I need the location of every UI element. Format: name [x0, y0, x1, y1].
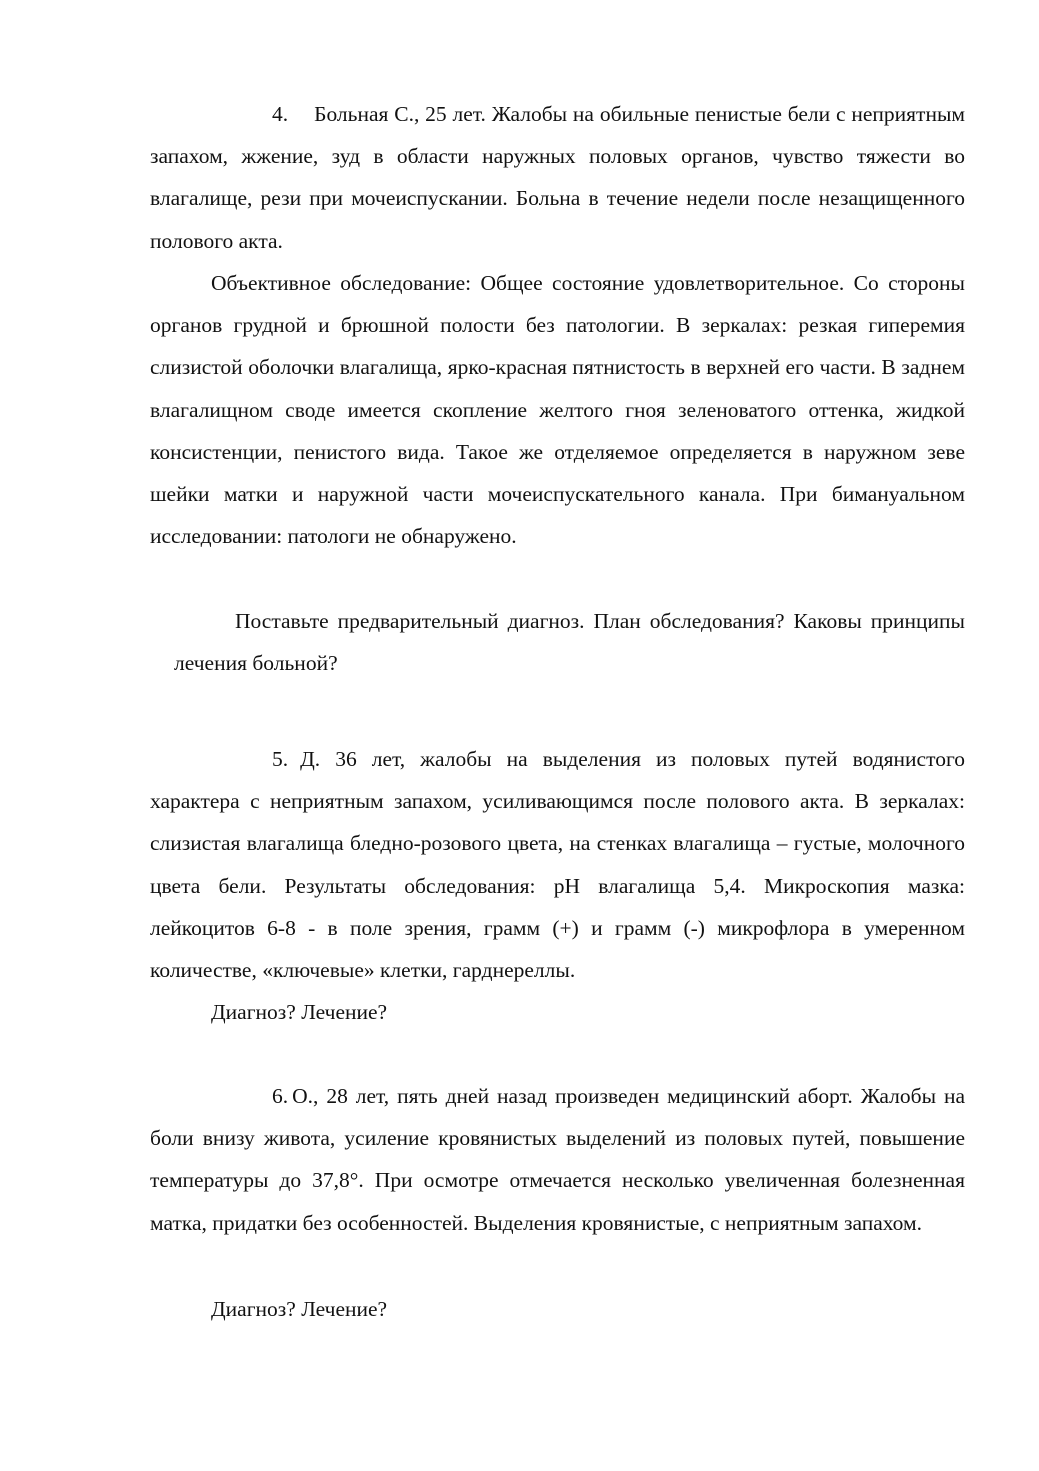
task-4-question: Поставьте предварительный диагноз. План обследования? Каковы принципы лечения больной?: [174, 609, 965, 676]
task-5-number: 5.: [272, 747, 289, 771]
task-6-number: 6.: [272, 1084, 289, 1108]
task-6-question: Диагноз? Лечение?: [211, 1297, 388, 1321]
task-4-text: Больная С., 25 лет. Жалобы на обильные пенистые бели с неприятным запахом, жжение, зуд в области наружных половых органов, чувство тяжести во влагалище, рези при мочеиспускании. Больна в течение недели после незащищенного полового акта.: [150, 102, 965, 253]
task-6-text: О., 28 лет, пять дней назад произведен медицинский аборт. Жалобы на боли внизу живота, усиление кровянистых выделений из половых путей, повышение температуры до 37,8°. При осмотре отмечается несколько увеличенная болезненная матка, придатки без особенностей. Выделения кровянистые, с неприятным запахом.: [150, 1084, 965, 1235]
task-5-question: Диагноз? Лечение?: [211, 1000, 388, 1024]
task-5-text: Д. 36 лет, жалобы на выделения из половых путей водянистого характера с неприятным запахом, усиливающимся после полового акта. В зеркалах: слизистая влагалища бледно-розового цвета, на стенках влагалища – густые, молочного цвета бели. Результаты обследования: рН влагалища 5,4. Микроскопия мазка: лейкоцитов 6-8 - в поле зрения, грамм (+) и грамм (-) микрофлора в умеренном количестве, «ключевые» клетки, гарднереллы.: [150, 747, 965, 983]
task-4-body: [150, 93, 965, 262]
task-6-body: [150, 1075, 965, 1244]
task-4-number: 4.: [272, 102, 289, 126]
task-5-body: [150, 738, 965, 991]
task-4-exam: Объективное обследование: Общее состояние удовлетворительное. Со стороны органов грудной и брюшной полости без патологии. В зеркалах: резкая гиперемия слизистой оболочки влагалища, ярко-красная пятнистость в верхней его части. В заднем влагалищном своде имеется скопление желтого гноя зеленоватого оттенка, жидкой консистенции, пенистого вида. Такое же отделяемое определяется в наружном зеве шейки матки и наружной части мочеиспускательного канала. При бимануальном исследовании: патологи не обнаружено.: [150, 271, 965, 549]
